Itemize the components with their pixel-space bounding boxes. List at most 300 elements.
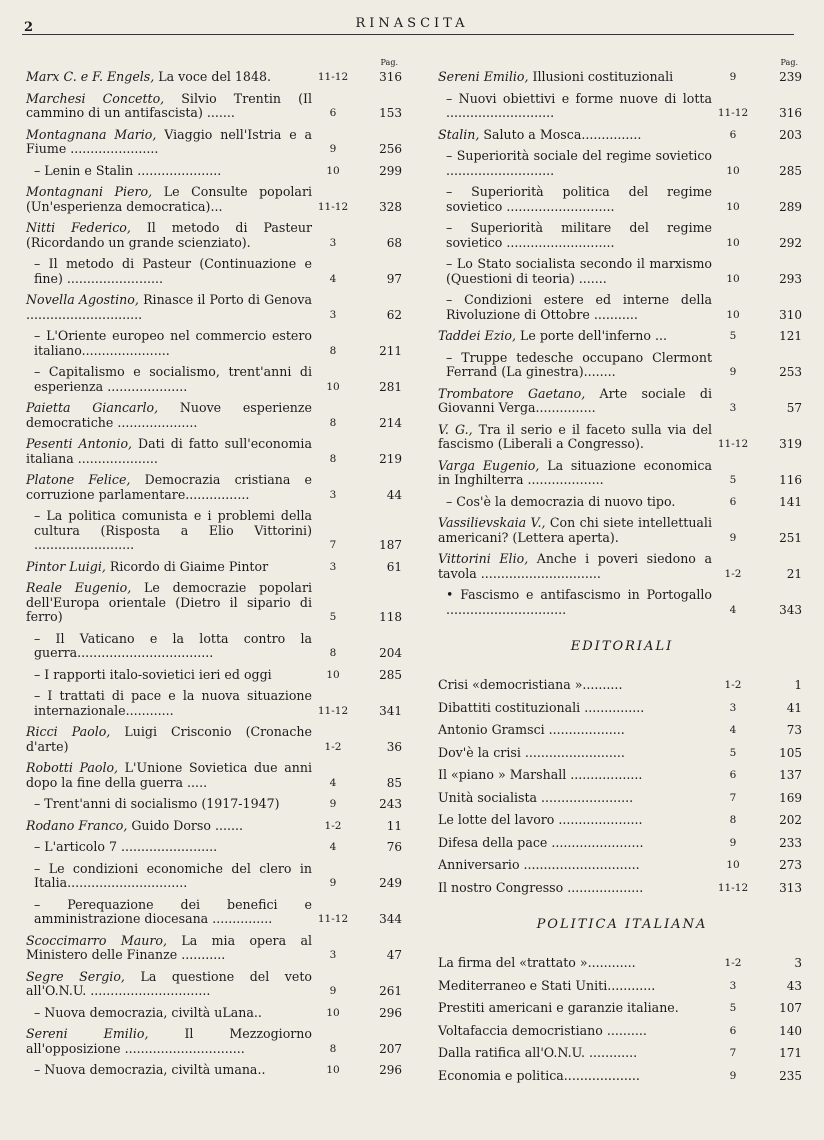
entry-author: Segre Sergio, xyxy=(26,968,125,984)
entry-title: – Nuova democrazia, civiltà umana.. xyxy=(34,1062,266,1077)
section-entry xyxy=(438,670,806,693)
entry-text xyxy=(26,970,312,999)
entry-page-number: 207 xyxy=(379,1041,402,1056)
section-entry xyxy=(438,760,806,783)
entry-page-number: 85 xyxy=(386,775,402,790)
entry-issue-number: 9 xyxy=(329,798,337,810)
entry-author: Marx C. e F. Engels, xyxy=(26,69,155,84)
entry-text xyxy=(26,898,312,927)
entry-title: La firma del «trattato »............ xyxy=(438,955,636,970)
index-entry xyxy=(26,1063,406,1078)
entry-issue-number: 7 xyxy=(329,539,337,551)
entry-title: Arte sociale di Giovanni Verga............... xyxy=(438,385,712,415)
entry-title: Luigi Crisconio (Cronache d'arte) xyxy=(26,724,312,754)
entry-text xyxy=(26,329,312,358)
index-entry xyxy=(26,1027,406,1056)
index-entry xyxy=(438,387,806,416)
entry-author: Nitti Federico, xyxy=(26,220,131,235)
entry-issue-number: 3 xyxy=(329,560,337,573)
index-entry xyxy=(26,70,406,85)
index-entry xyxy=(26,437,406,466)
entry-author: Scoccimarro Mauro, xyxy=(26,932,167,948)
entry-issue-number: 11-12 xyxy=(717,881,749,894)
entry-author: Robotti Paolo, xyxy=(26,760,119,775)
entry-title: La mia opera al Ministero delle Finanze ........... xyxy=(26,932,312,962)
entry-issue-number: 4 xyxy=(329,776,337,789)
entry-title: Silvio Trentin (Il cammino di un antifascista) ....... xyxy=(26,90,313,120)
entry-text xyxy=(438,70,712,85)
entry-title: – Il metodo di Pasteur (Continuazione e fine) ........................ xyxy=(34,256,312,286)
entry-issue-number: 11-12 xyxy=(317,71,349,83)
entry-author: Platone Felice, xyxy=(26,472,131,487)
entry-page-number: 249 xyxy=(379,876,402,890)
entry-issue-number: 6 xyxy=(729,769,737,781)
entry-issue-number: 6 xyxy=(729,128,737,141)
section-heading-politica-italiana: POLITICA ITALIANA xyxy=(536,917,708,932)
entry-text xyxy=(26,185,312,214)
entry-issue-number: 9 xyxy=(729,1069,737,1082)
entry-page-number: 203 xyxy=(779,127,802,142)
index-entry xyxy=(26,581,406,625)
entry-title: – Il Vaticano e la lotta contro la guerra.................................. xyxy=(34,630,312,660)
entry-issue-number: 10 xyxy=(326,668,340,681)
entry-title: Voltafaccia democristiano .......... xyxy=(438,1022,647,1038)
entry-text xyxy=(26,581,312,625)
entry-page-number: 21 xyxy=(786,566,802,581)
entry-issue-number: 8 xyxy=(329,344,337,357)
entry-page-number: 141 xyxy=(779,494,802,509)
index-entry xyxy=(26,473,406,502)
entry-page-number: 171 xyxy=(779,1046,802,1060)
entry-title: – Superiorità sociale del regime sovietico ........................... xyxy=(446,148,712,178)
entry-text xyxy=(26,70,312,85)
entry-text xyxy=(26,632,312,661)
entry-issue-number: 3 xyxy=(329,308,337,321)
index-entry xyxy=(26,934,406,963)
entry-page-number: 261 xyxy=(379,984,402,998)
index-entry xyxy=(26,689,406,718)
entry-page-number: 47 xyxy=(386,948,402,962)
index-entry xyxy=(26,862,406,891)
index-entry xyxy=(438,149,806,178)
entry-page-number: 36 xyxy=(386,739,402,754)
entry-page-number: 107 xyxy=(779,1001,802,1015)
entry-text xyxy=(438,293,712,322)
entry-page-number: 256 xyxy=(379,142,402,156)
index-entry xyxy=(26,819,406,834)
entry-issue-number: 3 xyxy=(729,701,737,714)
entry-text xyxy=(26,92,312,121)
entry-page-number: 273 xyxy=(779,858,802,872)
entry-page-number: 204 xyxy=(379,646,402,660)
entry-issue-number: 10 xyxy=(726,164,740,177)
entry-page-number: 44 xyxy=(386,487,402,502)
entry-issue-number: 10 xyxy=(726,200,740,213)
section-entry xyxy=(438,993,806,1016)
entry-page-number: 319 xyxy=(779,437,802,451)
entry-issue-number: 10 xyxy=(326,1006,340,1019)
entry-page-number: 343 xyxy=(779,602,802,617)
index-entry xyxy=(26,365,406,394)
entry-text xyxy=(26,819,312,834)
entry-author: Pintor Luigi, xyxy=(26,558,106,574)
entry-title: Ricordo di Giaime Pintor xyxy=(109,558,269,574)
section-entry xyxy=(438,715,806,738)
entry-issue-number: 5 xyxy=(729,330,737,342)
section-entry xyxy=(438,828,806,851)
entry-issue-number: 6 xyxy=(729,1024,737,1037)
entry-page-number: 251 xyxy=(779,530,802,545)
entry-author: Varga Eugenio, xyxy=(438,457,540,473)
entry-issue-number: 8 xyxy=(329,647,337,659)
entry-title: Le porte dell'inferno ... xyxy=(520,328,668,343)
entry-issue-number: 11-12 xyxy=(317,200,349,213)
entry-author: Vittorini Elio, xyxy=(438,551,529,566)
entry-page-number: 239 xyxy=(779,70,802,84)
entry-title: – L'articolo 7 ........................ xyxy=(34,839,218,854)
entry-author: Stalin, xyxy=(438,126,480,142)
entry-text xyxy=(26,473,312,502)
entry-page-number: 137 xyxy=(779,768,802,782)
entry-issue-number: 3 xyxy=(329,236,337,249)
entry-issue-number: 1-2 xyxy=(324,819,342,832)
entry-issue-number: 5 xyxy=(729,474,737,486)
entry-title: Dov'è la crisi ......................... xyxy=(438,744,625,760)
entry-text xyxy=(26,840,312,855)
pag-label: Pag. xyxy=(780,58,798,67)
index-entry xyxy=(26,560,406,575)
entry-title: – Nuova democrazia, civiltà uLana.. xyxy=(34,1004,262,1020)
entry-text xyxy=(438,351,712,380)
entry-author: Sereni Emilio, xyxy=(438,69,529,84)
entry-title: – Le condizioni economiche del clero in Italia.............................. xyxy=(34,860,312,890)
index-entry xyxy=(438,221,806,250)
entry-issue-number: 9 xyxy=(729,71,737,83)
entry-page-number: 313 xyxy=(779,880,802,895)
entry-issue-number: 10 xyxy=(726,236,740,249)
entry-title: – I trattati di pace e la nuova situazione internazionale............ xyxy=(34,688,312,718)
index-entry xyxy=(26,632,406,661)
entry-page-number: 105 xyxy=(779,745,802,760)
entry-page-number: 57 xyxy=(786,401,802,415)
entry-title: Le lotte del lavoro ..................... xyxy=(438,812,643,827)
section-entry xyxy=(438,948,806,971)
entry-issue-number: 7 xyxy=(729,791,737,804)
entry-page-number: 316 xyxy=(779,106,802,120)
entry-page-number: 281 xyxy=(379,379,402,394)
entry-text xyxy=(438,329,712,344)
entry-issue-number: 5 xyxy=(729,1002,737,1014)
entry-page-number: 187 xyxy=(379,538,402,552)
entry-issue-number: 9 xyxy=(729,531,737,544)
entry-text xyxy=(438,459,712,488)
entry-issue-number: 4 xyxy=(329,841,337,853)
entry-author: Montagnana Mario, xyxy=(26,126,157,142)
entry-title: – Nuovi obiettivi e forme nuove di lotta ........................... xyxy=(446,90,712,120)
entry-page-number: 62 xyxy=(386,307,402,322)
entry-author: Pesenti Antonio, xyxy=(26,436,133,451)
entry-page-number: 316 xyxy=(379,70,402,84)
section-entry xyxy=(438,1038,806,1061)
entry-text xyxy=(26,668,312,683)
entry-page-number: 243 xyxy=(379,797,402,811)
entry-title: Il metodo di Pasteur (Ricordando un grande scienziato). xyxy=(26,220,312,250)
index-entry xyxy=(26,797,406,812)
entry-issue-number: 9 xyxy=(729,366,737,378)
entry-title: Mediterraneo e Stati Uniti............ xyxy=(438,977,656,993)
entry-title: Dibattiti costituzionali ............... xyxy=(438,699,645,715)
index-entry xyxy=(26,164,406,179)
left-entry-list xyxy=(26,70,406,1078)
entry-page-number: 1 xyxy=(794,678,802,692)
index-entry xyxy=(438,128,806,143)
entry-author: Ricci Paolo, xyxy=(26,724,111,739)
entry-issue-number: 10 xyxy=(326,164,340,177)
entry-text xyxy=(26,401,312,430)
entry-title: Le Consulte popolari (Un'esperienza democratica)... xyxy=(26,184,312,214)
entry-issue-number: 4 xyxy=(329,272,337,285)
entry-text xyxy=(438,588,712,617)
entry-title: – Capitalismo e socialismo, trent'anni di esperienza .................... xyxy=(34,364,312,394)
entry-issue-number: 7 xyxy=(729,1047,737,1059)
entry-title: Prestiti americani e garanzie italiane. xyxy=(438,1000,679,1015)
index-entry xyxy=(26,185,406,214)
index-entry xyxy=(26,128,406,157)
entry-text xyxy=(438,495,712,510)
index-entry xyxy=(26,725,406,754)
entry-title: Il nostro Congresso ................... xyxy=(438,879,644,895)
index-entry xyxy=(438,92,806,121)
entry-title: Crisi «democristiana ».......... xyxy=(438,677,623,692)
page-number: 2 xyxy=(24,20,34,35)
entry-title: Le democrazie popolari dell'Europa orientale (Dietro il sipario di ferro) xyxy=(26,580,312,624)
entry-title: – Superiorità militare del regime sovietico ........................... xyxy=(446,220,712,250)
entry-title: Guido Dorso ....... xyxy=(131,817,243,833)
entry-text xyxy=(26,437,312,466)
section-entry xyxy=(438,693,806,716)
entry-issue-number: 1-2 xyxy=(324,740,342,753)
section-entry xyxy=(438,1061,806,1084)
entry-text xyxy=(26,509,312,553)
index-entry xyxy=(438,423,806,452)
index-entry xyxy=(26,1006,406,1021)
entry-author: Rodano Franco, xyxy=(26,817,128,833)
entry-issue-number: 1-2 xyxy=(724,679,742,691)
entry-page-number: 219 xyxy=(379,451,402,466)
entry-author: Montagnani Piero, xyxy=(26,184,153,199)
entry-issue-number: 3 xyxy=(329,949,337,961)
entry-text xyxy=(438,257,712,286)
entry-title: – Superiorità politica del regime sovietico ........................... xyxy=(446,184,712,214)
entry-issue-number: 11-12 xyxy=(717,107,749,119)
entry-text xyxy=(26,164,312,179)
index-entry xyxy=(26,401,406,430)
entry-page-number: 310 xyxy=(779,307,802,322)
entry-title: Con chi siete intellettuali americani? (Lettera aperta). xyxy=(438,515,712,545)
entry-page-number: 3 xyxy=(794,956,802,970)
index-entry xyxy=(26,840,406,855)
entry-issue-number: 6 xyxy=(729,495,737,508)
entry-text xyxy=(26,761,312,790)
entry-page-number: 140 xyxy=(779,1023,802,1038)
entry-author: Novella Agostino, xyxy=(26,292,139,307)
entry-title: Antonio Gramsci ................... xyxy=(438,722,625,737)
entry-text xyxy=(26,293,312,322)
entry-author: Taddei Ezio, xyxy=(438,328,516,343)
index-entry xyxy=(26,970,406,999)
entry-issue-number: 6 xyxy=(329,107,337,119)
index-entry xyxy=(26,92,406,121)
entry-issue-number: 4 xyxy=(729,603,737,616)
entry-issue-number: 5 xyxy=(329,611,337,623)
entry-page-number: 341 xyxy=(379,703,402,718)
index-entry xyxy=(26,221,406,250)
entry-title: Il Mezzogiorno all'opposizione .............................. xyxy=(26,1026,312,1056)
right-column xyxy=(438,58,806,1083)
entry-issue-number: 9 xyxy=(329,877,337,889)
entry-text xyxy=(26,560,312,575)
entry-title: – Perequazione dei benefici e amministrazione diocesana ............... xyxy=(34,896,312,926)
section-entry xyxy=(438,850,806,873)
entry-issue-number: 4 xyxy=(729,724,737,736)
entry-issue-number: 3 xyxy=(729,979,737,992)
entry-title: Democrazia cristiana e corruzione parlamentare................ xyxy=(26,472,312,502)
entry-title: L'Unione Sovietica due anni dopo la fine della guerra ..... xyxy=(26,760,312,790)
entry-page-number: 296 xyxy=(379,1063,402,1077)
index-entry xyxy=(438,70,806,85)
section-entry xyxy=(438,971,806,994)
entry-title: Saluto a Mosca............... xyxy=(483,126,642,142)
entry-title: La voce del 1848. xyxy=(158,69,271,84)
entry-author: Reale Eugenio, xyxy=(26,580,132,595)
entry-title: – Cos'è la democrazia di nuovo tipo. xyxy=(446,493,676,509)
section-entry xyxy=(438,873,806,896)
entry-issue-number: 5 xyxy=(729,746,737,759)
entry-issue-number: 1-2 xyxy=(724,567,742,580)
entry-author: Sereni Emilio, xyxy=(26,1026,149,1041)
entry-issue-number: 1-2 xyxy=(724,957,742,969)
entry-page-number: 169 xyxy=(779,790,802,805)
entry-title: Tra il serio e il faceto sulla via del fascismo (Liberali a Congresso). xyxy=(438,421,712,451)
entry-title: Anche i poveri siedono a tavola .............................. xyxy=(438,551,712,581)
entry-text xyxy=(438,149,712,178)
entry-page-number: 285 xyxy=(379,667,402,682)
running-head: RINASCITA xyxy=(355,16,469,31)
entry-issue-number: 11-12 xyxy=(717,438,749,450)
index-entry xyxy=(26,329,406,358)
entry-title: – Lenin e Stalin ..................... xyxy=(34,162,222,178)
entry-issue-number: 8 xyxy=(329,452,337,465)
entry-page-number: 11 xyxy=(386,818,402,833)
entry-title: Il «piano » Marshall .................. xyxy=(438,767,643,782)
entry-issue-number: 9 xyxy=(329,985,337,997)
entry-author: Trombatore Gaetano, xyxy=(438,385,586,401)
entry-author: V. G., xyxy=(438,421,473,437)
entry-text xyxy=(26,257,312,286)
entry-issue-number: 10 xyxy=(726,308,740,321)
section-entry xyxy=(438,1016,806,1039)
index-entry xyxy=(26,257,406,286)
entry-page-number: 116 xyxy=(779,473,802,487)
entry-page-number: 41 xyxy=(786,700,802,715)
entry-text xyxy=(438,387,712,416)
entry-title: – I rapporti italo-sovietici ieri ed oggi xyxy=(34,666,272,682)
entry-title: – La politica comunista e i problemi della cultura (Risposta a Elio Vittorini) ......................... xyxy=(34,508,312,552)
entry-page-number: 68 xyxy=(386,235,402,250)
pag-label: Pag. xyxy=(380,58,398,67)
entry-issue-number: 9 xyxy=(329,143,337,155)
entry-author: Vassilievskaia V., xyxy=(438,515,546,530)
entry-title: – Truppe tedesche occupano Clermont Ferrand (La ginestra)........ xyxy=(446,349,712,379)
entry-page-number: 344 xyxy=(379,912,402,926)
index-entry xyxy=(438,351,806,380)
entry-text xyxy=(26,1006,312,1021)
entry-page-number: 235 xyxy=(779,1068,802,1083)
entry-author: Paietta Giancarlo, xyxy=(26,400,159,415)
entry-page-number: 76 xyxy=(386,840,402,854)
entry-title: Illusioni costituzionali xyxy=(532,69,674,84)
entry-text xyxy=(26,862,312,891)
index-entry xyxy=(438,495,806,510)
entry-text xyxy=(438,221,712,250)
entry-title: Dati di fatto sull'economia italiana .................... xyxy=(26,436,312,466)
entry-text xyxy=(26,1063,312,1078)
index-entry xyxy=(438,257,806,286)
entry-text xyxy=(26,797,312,812)
section-entry xyxy=(438,783,806,806)
politica-italiana-list xyxy=(438,948,806,1083)
index-entry xyxy=(438,293,806,322)
entry-text xyxy=(438,92,712,121)
entry-page-number: 214 xyxy=(379,415,402,430)
entry-page-number: 43 xyxy=(786,978,802,993)
index-entry xyxy=(438,588,806,617)
entry-page-number: 299 xyxy=(379,163,402,178)
index-entry xyxy=(26,898,406,927)
entry-text xyxy=(26,725,312,754)
entry-title: Unità socialista ....................... xyxy=(438,789,634,805)
entry-page-number: 118 xyxy=(379,610,402,624)
entry-issue-number: 8 xyxy=(329,416,337,429)
index-entry xyxy=(438,516,806,545)
entry-page-number: 296 xyxy=(379,1005,402,1020)
entry-page-number: 73 xyxy=(786,723,802,737)
index-entry xyxy=(26,668,406,683)
entry-issue-number: 10 xyxy=(726,859,740,871)
entry-title: • Fascismo e antifascismo in Portogallo .............................. xyxy=(446,587,712,617)
left-column xyxy=(26,58,406,1085)
entry-text xyxy=(438,128,712,143)
header-rule xyxy=(22,34,794,35)
section-heading-editoriali: EDITORIALI xyxy=(570,639,674,654)
entry-title: Dalla ratifica all'O.N.U. ............ xyxy=(438,1045,638,1060)
entry-title: – Lo Stato socialista secondo il marxismo (Questioni di teoria) ....... xyxy=(446,256,712,286)
entry-text xyxy=(26,365,312,394)
entry-page-number: 285 xyxy=(779,163,802,178)
entry-issue-number: 3 xyxy=(729,402,737,414)
entry-author: Marchesi Concetto, xyxy=(26,90,165,106)
entry-page-number: 289 xyxy=(779,199,802,214)
entry-page-number: 233 xyxy=(779,835,802,850)
entry-text xyxy=(438,185,712,214)
section-entry xyxy=(438,805,806,828)
index-entry xyxy=(26,509,406,553)
entry-text xyxy=(26,689,312,718)
entry-text xyxy=(26,934,312,963)
entry-issue-number: 9 xyxy=(729,836,737,849)
right-entry-list xyxy=(438,70,806,617)
entry-text xyxy=(26,221,312,250)
